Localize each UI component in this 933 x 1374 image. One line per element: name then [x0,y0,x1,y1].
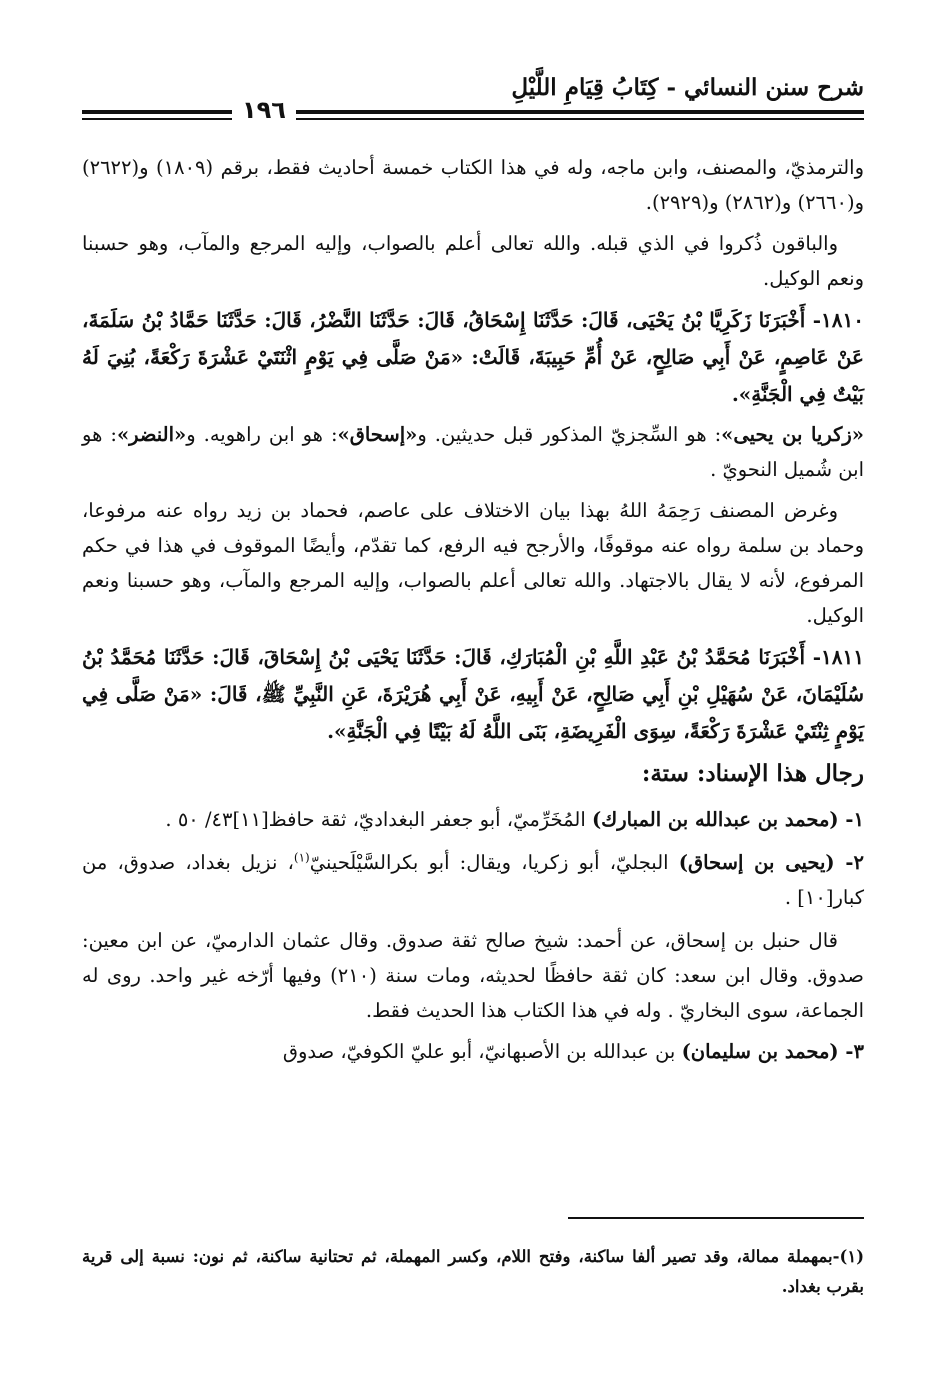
main-text [82,150,864,1077]
hadith-1810: ١٨١٠- أَخْبَرَنَا زَكَرِيَّا بْنُ يَحْيَى، قَالَ: حَدَّثَنَا إِسْحَاقُ، قَالَ: حَدَّثَنَا النَّضْرُ، قَالَ: حَدَّثَنَا حَمَّادُ بْنُ سَلَمَةَ، عَنْ عَاصِمٍ، عَنْ أَبِي صَالِحٍ، عَنْ أُمِّ حَبِيبَةَ، قَالَتْ: «مَنْ صَلَّى فِي يَوْمٍ اثْنَتَيْ عَشْرَةَ رَكْعَةً، بُنِيَ لَهُ بَيْتٌ فِي الْجَنَّةِ». [82,308,864,406]
header-rule-thin [82,118,864,120]
paragraph-intro: والترمذيّ، والمصنف، وابن ماجه، وله في هذا الكتاب خمسة أحاديث فقط، برقم (١٨٠٩) و(٢٦٢٢) و(٢٦٦٠) و(٢٨٦٢) و(٢٩٢٩). [82,156,864,214]
narrator-number: ٣- [838,1040,864,1063]
narrator-details: بن عبدالله بن الأصبهانيّ، أبو عليّ الكوفيّ، صدوق [282,1040,682,1063]
running-title: شرح سنن النسائي - كِتَابُ قِيَامِ اللَّيْلِ [511,74,864,101]
narrator-number: ٢- [834,851,864,874]
narrator-details: ، نزيل بغداد، صدوق، من كبار[١٠] . [82,851,864,909]
narrator-1 [82,802,864,837]
footnote-marker[interactable]: (١) [293,850,310,865]
narrator-name: (محمد بن سليمان) [681,1040,839,1063]
paragraph-narrator-2-notes: قال حنبل بن إسحاق، عن أحمد: شيخ صالح ثقة صدوق. وقال عثمان الدارميّ، عن ابن معين: صدوق. وقال ابن سعد: كان ثقة حافظًا لحديثه، ومات سنة (٢١٠) وفيها أرّخه غير واحد. روى له الجماعة، سوى البخاريّ . وله في هذا الكتاب هذا الحديث فقط. [82,929,864,1022]
section-heading: رجال هذا الإسناد: ستة: [641,760,864,787]
narrator-2 [82,845,864,915]
note-text: : هو ابن شُميل النحويّ . [82,423,864,481]
narrator-name: (يحيى بن إسحاق) [678,851,835,874]
page-header [82,70,864,126]
paragraph-purpose: وغرض المصنف رَحِمَهُ اللهُ بهذا بيان الاختلاف على عاصم، فحماد بن زيد رواه عنه مرفوعا، وحماد بن سلمة رواه عنه موقوفًا، والأرجح فيه الرفع، كما تقدّم، وأيضًا الموقوف في هذا في حكم المرفوع، لأنه لا يقال بالاجتهاد. والله تعالى أعلم بالصواب، وإليه المرجع والمآب، وهو حسبنا ونعم الوكيل. [82,499,864,627]
footnote-1: (١)-بمهملة ممالة، وقد تصير ألفا ساكنة، وفتح اللام، وكسر المهملة، ثم تحتانية ساكنة، ثم نون: نسبة إلى قرية بقرب بغداد. [82,1247,864,1296]
header-rule [82,110,864,114]
narrator-name: (محمد بن عبدالله بن المبارك) [591,808,839,831]
narrator-number: ١- [838,808,864,831]
term-nadr: «النضر» [116,423,187,446]
term-zakariya: «زكريا بن يحيى» [721,423,864,446]
hadith-1811: ١٨١١- أَخْبَرَنَا مُحَمَّدُ بْنُ عَبْدِ اللَّهِ بْنِ الْمُبَارَكِ، قَالَ: حَدَّثَنَا يَحْيَى بْنُ إِسْحَاقَ، قَالَ: حَدَّثَنَا مُحَمَّدُ بْنُ سُلَيْمَانَ، عَنْ سُهَيْلِ بْنِ أَبِي صَالِحٍ، عَنْ أَبِيهِ، عَنْ أَبِي هُرَيْرَةَ، عَنِ النَّبِيِّ ﷺ، قَالَ: «مَنْ صَلَّى فِي يَوْمٍ ثِنْتَيْ عَشْرَةَ رَكْعَةً، سِوَى الْفَرِيضَةِ، بَنَى اللَّهُ لَهُ بَيْتًا فِي الْجَنَّةِ». [82,645,864,743]
note-text: : هو السِّجزيّ المذكور قبل حديثين. و [417,423,722,446]
narrator-details: المُخَرِّميّ، أبو جعفر البغداديّ، ثقة حافظ[١١]٤٣/ ٥٠ . [165,808,592,831]
paragraph-narrators-note [82,417,864,487]
narrator-3 [82,1034,864,1069]
note-text: : هو ابن راهويه. و [186,423,338,446]
paragraph-closing: والباقون ذُكروا في الذي قبله. والله تعالى أعلم بالصواب، وإليه المرجع والمآب، وهو حسبنا ونعم الوكيل. [82,232,864,290]
term-ishaq: «إسحاق» [337,423,418,446]
narrator-details: البجليّ، أبو زكريا، ويقال: أبو بكرالسَّيْلَحينيّ [309,851,679,874]
footnote-separator [568,1217,864,1219]
page-number: ١٩٦ [232,96,296,124]
